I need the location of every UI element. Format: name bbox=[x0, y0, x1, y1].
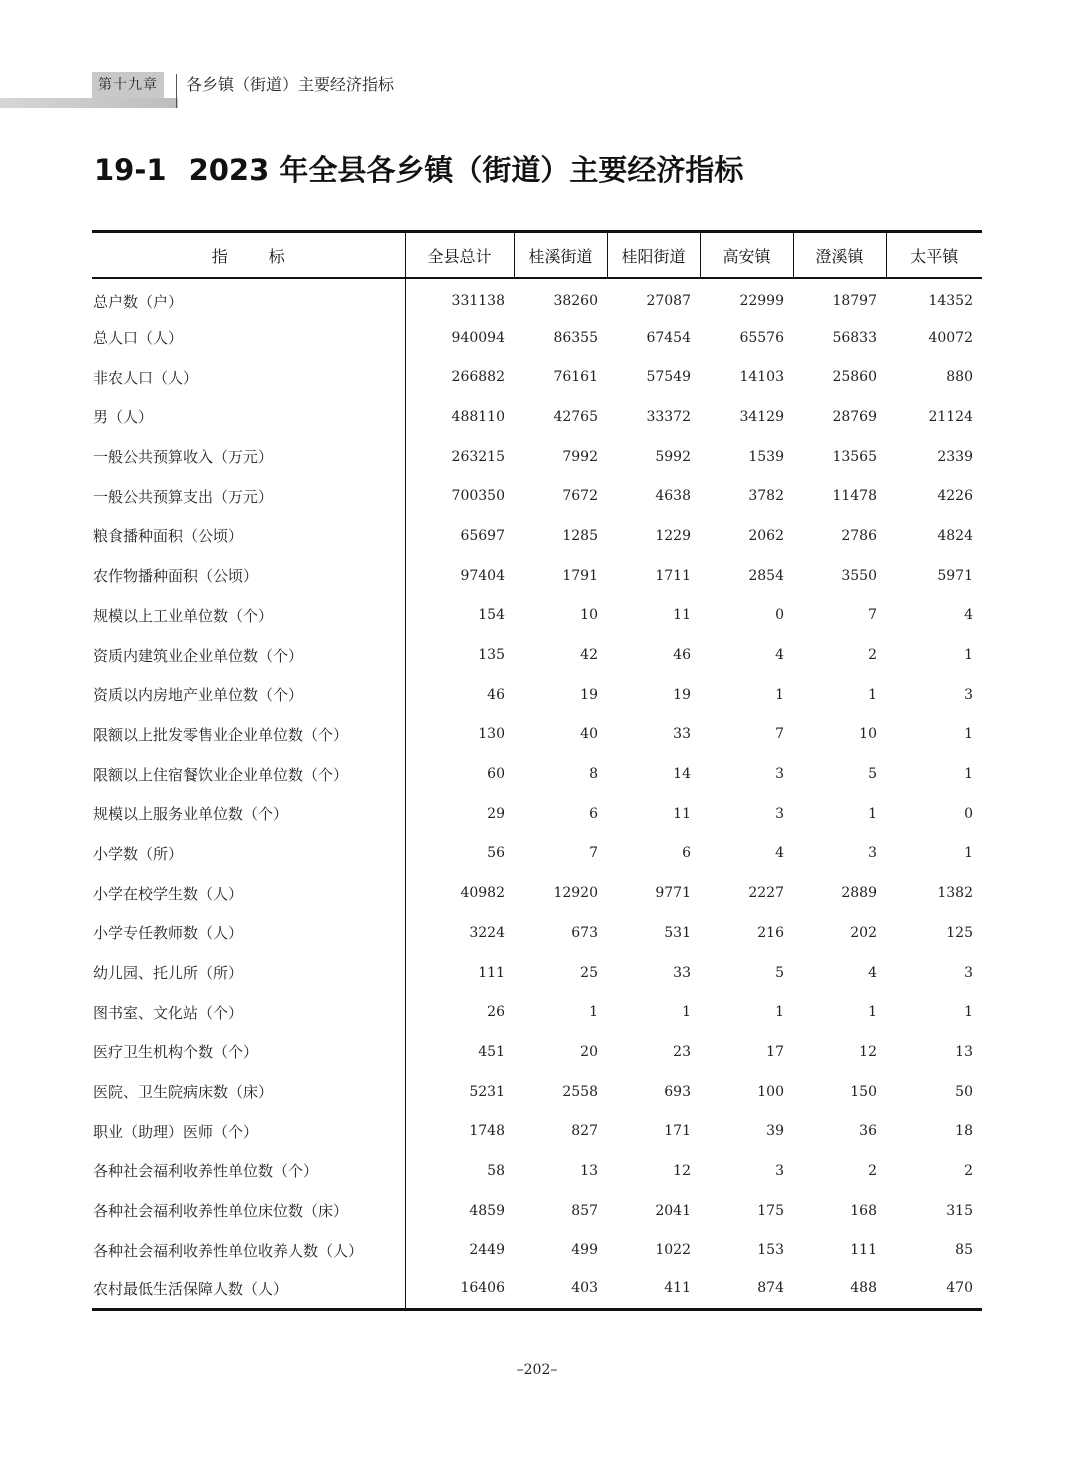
cell-value: 5 bbox=[775, 964, 784, 981]
row-label: 各种社会福利收养性单位收养人数（人） bbox=[92, 1231, 405, 1271]
cell-value: 1022 bbox=[655, 1242, 691, 1259]
table-row bbox=[92, 913, 982, 953]
table-row bbox=[92, 556, 982, 596]
cell-value: 36 bbox=[859, 1123, 877, 1140]
row-label: 一般公共预算收入（万元） bbox=[92, 437, 405, 477]
cell-value: 3 bbox=[868, 845, 877, 862]
cell-value: 1 bbox=[775, 686, 784, 703]
cell-value: 5971 bbox=[937, 567, 973, 584]
cell-value: 5992 bbox=[655, 448, 691, 465]
cell-value: 1791 bbox=[562, 567, 598, 584]
table-row bbox=[92, 278, 982, 318]
table-row bbox=[92, 516, 982, 556]
row-label: 粮食播种面积（公顷） bbox=[92, 516, 405, 556]
cell-value: 1 bbox=[868, 686, 877, 703]
table-row bbox=[92, 1231, 982, 1271]
cell-value: 18 bbox=[955, 1123, 973, 1140]
cell-value: 11 bbox=[673, 805, 691, 822]
cell-value: 315 bbox=[946, 1202, 973, 1219]
column-header: 桂阳街道 bbox=[607, 232, 700, 279]
cell-value: 40982 bbox=[460, 885, 505, 902]
cell-value: 14103 bbox=[739, 369, 784, 386]
table-row bbox=[92, 318, 982, 358]
row-label: 限额以上住宿餐饮业企业单位数（个） bbox=[92, 754, 405, 794]
cell-value: 50 bbox=[955, 1083, 973, 1100]
cell-value: 25 bbox=[580, 964, 598, 981]
cell-value: 175 bbox=[757, 1202, 784, 1219]
running-header bbox=[0, 70, 430, 110]
cell-value: 4638 bbox=[655, 488, 691, 505]
cell-value: 58 bbox=[487, 1162, 505, 1179]
cell-value: 1 bbox=[964, 647, 973, 664]
row-label: 图书室、文化站（个） bbox=[92, 992, 405, 1032]
cell-value: 97404 bbox=[460, 567, 505, 584]
cell-value: 3550 bbox=[841, 567, 877, 584]
cell-value: 880 bbox=[946, 369, 973, 386]
cell-value: 2041 bbox=[655, 1202, 691, 1219]
cell-value: 673 bbox=[571, 924, 598, 941]
cell-value: 42 bbox=[580, 647, 598, 664]
table-row bbox=[92, 675, 982, 715]
cell-value: 2786 bbox=[841, 527, 877, 544]
cell-value: 7 bbox=[868, 607, 877, 624]
cell-value: 6 bbox=[682, 845, 691, 862]
cell-value: 12 bbox=[673, 1162, 691, 1179]
chapter-tag: 第十九章 bbox=[92, 72, 164, 98]
cell-value: 2558 bbox=[562, 1083, 598, 1100]
cell-value: 10 bbox=[580, 607, 598, 624]
table-row bbox=[92, 992, 982, 1032]
cell-value: 19 bbox=[673, 686, 691, 703]
cell-value: 7 bbox=[775, 726, 784, 743]
cell-value: 14 bbox=[673, 766, 691, 783]
table-number: 19-1 bbox=[94, 153, 167, 187]
cell-value: 1 bbox=[682, 1004, 691, 1021]
column-header-indicator: 指 标 bbox=[92, 232, 405, 279]
cell-value: 21124 bbox=[928, 408, 973, 425]
table-row bbox=[92, 1032, 982, 1072]
cell-value: 7672 bbox=[562, 488, 598, 505]
cell-value: 451 bbox=[478, 1043, 505, 1060]
cell-value: 5231 bbox=[469, 1083, 505, 1100]
cell-value: 1 bbox=[868, 1004, 877, 1021]
cell-value: 26 bbox=[487, 1004, 505, 1021]
table-row bbox=[92, 635, 982, 675]
row-label: 职业（助理）医师（个） bbox=[92, 1111, 405, 1151]
cell-value: 3 bbox=[775, 766, 784, 783]
table-title: 2023 年全县各乡镇（街道）主要经济指标 bbox=[188, 153, 744, 187]
cell-value: 470 bbox=[886, 1270, 982, 1310]
cell-value: 57549 bbox=[646, 369, 691, 386]
cell-value: 3 bbox=[775, 1162, 784, 1179]
cell-value: 0 bbox=[775, 607, 784, 624]
cell-value: 693 bbox=[664, 1083, 691, 1100]
cell-value: 1229 bbox=[655, 527, 691, 544]
cell-value: 8 bbox=[589, 766, 598, 783]
cell-value: 60 bbox=[487, 766, 505, 783]
cell-value: 700350 bbox=[451, 488, 505, 505]
cell-value: 499 bbox=[571, 1242, 598, 1259]
cell-value: 2889 bbox=[841, 885, 877, 902]
cell-value: 2339 bbox=[937, 448, 973, 465]
row-label: 资质以内房地产业单位数（个） bbox=[92, 675, 405, 715]
cell-value: 4824 bbox=[937, 527, 973, 544]
cell-value: 3782 bbox=[748, 488, 784, 505]
cell-value: 3 bbox=[775, 805, 784, 822]
cell-value: 1382 bbox=[937, 885, 973, 902]
cell-value: 33372 bbox=[646, 408, 691, 425]
cell-value: 2 bbox=[964, 1162, 973, 1179]
header-divider bbox=[176, 74, 177, 108]
cell-value: 34129 bbox=[739, 408, 784, 425]
table-row bbox=[92, 953, 982, 993]
cell-value: 40072 bbox=[928, 329, 973, 346]
table-header-row bbox=[92, 232, 982, 279]
header-bar bbox=[0, 98, 178, 108]
table-row bbox=[92, 834, 982, 874]
row-label: 各种社会福利收养性单位床位数（床） bbox=[92, 1191, 405, 1231]
cell-value: 65697 bbox=[460, 527, 505, 544]
cell-value: 42765 bbox=[553, 408, 598, 425]
cell-value: 7 bbox=[589, 845, 598, 862]
cell-value: 10 bbox=[859, 726, 877, 743]
table-row bbox=[92, 397, 982, 437]
cell-value: 22999 bbox=[739, 293, 784, 310]
row-label: 规模以上工业单位数（个） bbox=[92, 596, 405, 636]
table-row bbox=[92, 1072, 982, 1112]
cell-value: 488110 bbox=[451, 408, 505, 425]
row-label: 资质内建筑业企业单位数（个） bbox=[92, 635, 405, 675]
row-label: 非农人口（人） bbox=[92, 357, 405, 397]
row-label: 小学数（所） bbox=[92, 834, 405, 874]
cell-value: 874 bbox=[700, 1270, 793, 1310]
cell-value: 1711 bbox=[655, 567, 691, 584]
cell-value: 1285 bbox=[562, 527, 598, 544]
row-label: 农村最低生活保障人数（人） bbox=[92, 1270, 405, 1310]
cell-value: 488 bbox=[793, 1270, 886, 1310]
cell-value: 331138 bbox=[451, 293, 505, 310]
cell-value: 6 bbox=[589, 805, 598, 822]
cell-value: 39 bbox=[766, 1123, 784, 1140]
cell-value: 1 bbox=[964, 766, 973, 783]
cell-value: 2 bbox=[868, 647, 877, 664]
cell-value: 23 bbox=[673, 1043, 691, 1060]
cell-value: 150 bbox=[850, 1083, 877, 1100]
cell-value: 13 bbox=[955, 1043, 973, 1060]
cell-value: 2 bbox=[868, 1162, 877, 1179]
cell-value: 7992 bbox=[562, 448, 598, 465]
cell-value: 46 bbox=[487, 686, 505, 703]
row-label: 小学在校学生数（人） bbox=[92, 873, 405, 913]
row-label: 医疗卫生机构个数（个） bbox=[92, 1032, 405, 1072]
cell-value: 86355 bbox=[553, 329, 598, 346]
cell-value: 11 bbox=[673, 607, 691, 624]
row-label: 总人口（人） bbox=[92, 318, 405, 358]
row-label: 一般公共预算支出（万元） bbox=[92, 476, 405, 516]
cell-value: 216 bbox=[757, 924, 784, 941]
cell-value: 1 bbox=[589, 1004, 598, 1021]
cell-value: 29 bbox=[487, 805, 505, 822]
table-row bbox=[92, 1111, 982, 1151]
column-header: 太平镇 bbox=[886, 232, 982, 279]
cell-value: 1 bbox=[964, 1004, 973, 1021]
cell-value: 171 bbox=[664, 1123, 691, 1140]
cell-value: 1748 bbox=[469, 1123, 505, 1140]
column-header: 澄溪镇 bbox=[793, 232, 886, 279]
cell-value: 38260 bbox=[553, 293, 598, 310]
table-row bbox=[92, 794, 982, 834]
row-label: 各种社会福利收养性单位数（个） bbox=[92, 1151, 405, 1191]
table-row bbox=[92, 357, 982, 397]
column-header: 全县总计 bbox=[405, 232, 514, 279]
cell-value: 20 bbox=[580, 1043, 598, 1060]
table-row bbox=[92, 1191, 982, 1231]
cell-value: 25860 bbox=[832, 369, 877, 386]
table-row bbox=[92, 1151, 982, 1191]
cell-value: 2449 bbox=[469, 1242, 505, 1259]
table-row bbox=[92, 596, 982, 636]
table-row bbox=[92, 873, 982, 913]
cell-value: 111 bbox=[850, 1242, 877, 1259]
cell-value: 12 bbox=[859, 1043, 877, 1060]
row-label: 农作物播种面积（公顷） bbox=[92, 556, 405, 596]
cell-value: 33 bbox=[673, 964, 691, 981]
cell-value: 940094 bbox=[451, 329, 505, 346]
cell-value: 135 bbox=[478, 647, 505, 664]
table-row bbox=[92, 754, 982, 794]
cell-value: 153 bbox=[757, 1242, 784, 1259]
cell-value: 857 bbox=[571, 1202, 598, 1219]
cell-value: 1 bbox=[775, 1004, 784, 1021]
cell-value: 1539 bbox=[748, 448, 784, 465]
cell-value: 154 bbox=[478, 607, 505, 624]
cell-value: 27087 bbox=[646, 293, 691, 310]
row-label: 幼儿园、托儿所（所） bbox=[92, 953, 405, 993]
cell-value: 65576 bbox=[739, 329, 784, 346]
cell-value: 168 bbox=[850, 1202, 877, 1219]
cell-value: 0 bbox=[964, 805, 973, 822]
table-row bbox=[92, 715, 982, 755]
cell-value: 13565 bbox=[832, 448, 877, 465]
cell-value: 403 bbox=[514, 1270, 607, 1310]
cell-value: 19 bbox=[580, 686, 598, 703]
cell-value: 111 bbox=[478, 964, 505, 981]
cell-value: 263215 bbox=[451, 448, 505, 465]
cell-value: 4 bbox=[868, 964, 877, 981]
cell-value: 3224 bbox=[469, 924, 505, 941]
cell-value: 16406 bbox=[405, 1270, 514, 1310]
cell-value: 266882 bbox=[451, 369, 505, 386]
cell-value: 411 bbox=[607, 1270, 700, 1310]
cell-value: 17 bbox=[766, 1043, 784, 1060]
cell-value: 67454 bbox=[646, 329, 691, 346]
cell-value: 56 bbox=[487, 845, 505, 862]
cell-value: 1 bbox=[868, 805, 877, 822]
cell-value: 4 bbox=[775, 647, 784, 664]
cell-value: 4226 bbox=[937, 488, 973, 505]
cell-value: 3 bbox=[964, 686, 973, 703]
cell-value: 125 bbox=[946, 924, 973, 941]
cell-value: 85 bbox=[955, 1242, 973, 1259]
cell-value: 3 bbox=[964, 964, 973, 981]
cell-value: 14352 bbox=[928, 293, 973, 310]
cell-value: 46 bbox=[673, 647, 691, 664]
row-label: 男（人） bbox=[92, 397, 405, 437]
cell-value: 827 bbox=[571, 1123, 598, 1140]
cell-value: 4 bbox=[775, 845, 784, 862]
cell-value: 130 bbox=[478, 726, 505, 743]
row-label: 规模以上服务业单位数（个） bbox=[92, 794, 405, 834]
cell-value: 56833 bbox=[832, 329, 877, 346]
cell-value: 28769 bbox=[832, 408, 877, 425]
column-header: 高安镇 bbox=[700, 232, 793, 279]
cell-value: 40 bbox=[580, 726, 598, 743]
cell-value: 13 bbox=[580, 1162, 598, 1179]
cell-value: 202 bbox=[850, 924, 877, 941]
row-label: 小学专任教师数（人） bbox=[92, 913, 405, 953]
cell-value: 2854 bbox=[748, 567, 784, 584]
page-title bbox=[94, 146, 743, 194]
row-label: 医院、卫生院病床数（床） bbox=[92, 1072, 405, 1112]
cell-value: 1 bbox=[964, 845, 973, 862]
table-row bbox=[92, 476, 982, 516]
cell-value: 1 bbox=[964, 726, 973, 743]
cell-value: 4 bbox=[964, 607, 973, 624]
cell-value: 531 bbox=[664, 924, 691, 941]
table-body bbox=[92, 278, 982, 1310]
table-row bbox=[92, 1270, 982, 1310]
cell-value: 33 bbox=[673, 726, 691, 743]
cell-value: 2227 bbox=[748, 885, 784, 902]
cell-value: 100 bbox=[757, 1083, 784, 1100]
cell-value: 9771 bbox=[655, 885, 691, 902]
cell-value: 5 bbox=[868, 766, 877, 783]
cell-value: 2062 bbox=[748, 527, 784, 544]
cell-value: 12920 bbox=[553, 885, 598, 902]
row-label: 限额以上批发零售业企业单位数（个） bbox=[92, 715, 405, 755]
cell-value: 11478 bbox=[832, 488, 877, 505]
table-row bbox=[92, 437, 982, 477]
column-header: 桂溪街道 bbox=[514, 232, 607, 279]
cell-value: 4859 bbox=[469, 1202, 505, 1219]
page-number: –202– bbox=[516, 1362, 558, 1378]
cell-value: 18797 bbox=[832, 293, 877, 310]
chapter-title: 各乡镇（街道）主要经济指标 bbox=[186, 75, 395, 94]
cell-value: 76161 bbox=[553, 369, 598, 386]
statistics-table bbox=[92, 230, 982, 1311]
row-label: 总户数（户） bbox=[92, 278, 405, 318]
